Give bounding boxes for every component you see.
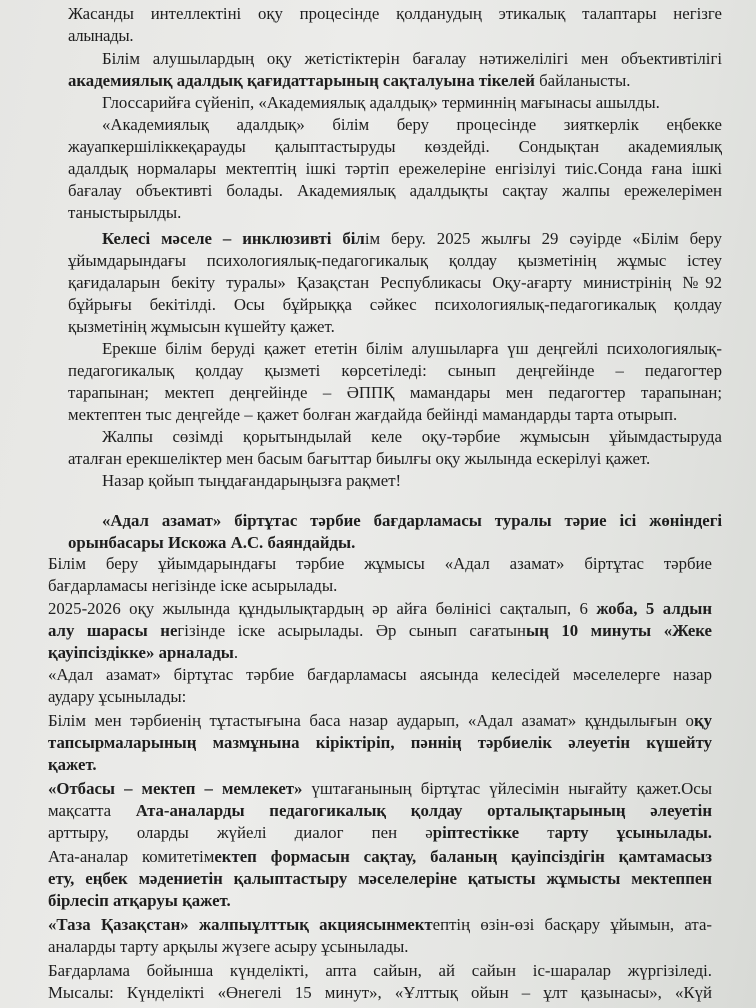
text-line: Ерекше білім беруді қажет ететін білім алушыларға үш деңгейлі психологиялық- (102, 339, 722, 358)
text-line: Жасанды интеллектіні оқу процесінде қолданудың этикалық талаптары негізге (68, 4, 722, 23)
text-line: Бағдарлама бойынша күнделікті, апта сайын, ай сайын іс-шаралар жүргізіледі. (48, 961, 712, 980)
text-line: Жалпы сөзімді қорытындылай келе оқу-тәрбие жұмысын ұйымдастыруда (102, 427, 722, 446)
text-line: бұйрығы бекітілді. Осы бұйрыққа сәйкес психологиялық-педагогикалық қолдау (68, 295, 722, 314)
text-line: алынады. (68, 26, 134, 45)
text-line: «Академиялық адалдық» білім беру процесінде зияткерлік еңбекке (102, 115, 722, 134)
text-line: мақсатта Ата-аналарды педагогикалық қолдау орталықтарының әлеуетін (48, 801, 712, 820)
text-line: мектептен тыс деңгейде – қажет болған жағдайда бейінді мамандарды тарта отырып. (68, 405, 678, 424)
text-line: қағидаларын бекіту туралы» Қазақстан Республикасы Оқу-ағарту министрінің №92 (68, 273, 722, 292)
text-line: Ата-аналар комитетімектеп формасын сақтау, баланың қауіпсіздігін қамтамасыз (48, 847, 712, 866)
text-line: Білім беру ұйымдарындағы тәрбие жұмысы «Адал азамат» біртұтас тәрбие (48, 554, 712, 573)
text-line: тарапынан; мектеп деңгейінде – ӘППҚ мамандары мен педагогтер тарапынан; (68, 383, 722, 402)
text-line: аталған ерекшеліктер мен басым бағыттар биылғы оқу жылында ескерілуі қажет. (68, 449, 651, 468)
text-line: адалдық нормалары мектептің ішкі тәртіп ережелеріне енгізілуі тиіс.Сонда ғана ішкі (68, 159, 722, 178)
text-line: алу шарасы негізінде іске асырылады. Әр сынып сағатының 10 минуты «Жеке (48, 621, 712, 640)
text-line: Назар қойып тыңдағандарыңызға рақмет! (102, 471, 402, 490)
text-line: Білім алушылардың оқу жетістіктерін бағалау нәтижелілігі мен объективтілігі (102, 49, 722, 68)
text-line: педагогикалық қолдау қызметі көрсетіледі: сынып деңгейінде – педагогтер (68, 361, 722, 380)
text-line: қажет. (48, 755, 97, 774)
text-line: тапсырмаларының мазмұнына кіріктіріп, пәннің тәрбиелік әлеуетін күшейту (48, 733, 712, 752)
text-line: таныстырылды. (68, 203, 182, 222)
text-line: «Адал азамат» біртұтас тәрбие бағдарламасы аясында келесідей мәселелерге назар (48, 665, 712, 684)
text-line: қызметінің жұмысын күшейту қажет. (68, 317, 335, 336)
text-line: орынбасары Искожа А.С. баяндайды. (68, 533, 356, 552)
text-line: академиялық адалдық қағидаттарының сақталуына тікелей байланысты. (68, 71, 631, 90)
text-line: бағдарламасы негізінде іске асырылады. (48, 576, 338, 595)
text-line: Глоссарийға сүйеніп, «Академиялық адалдық» терминнің мағынасы ашылды. (102, 93, 660, 112)
text-line: «Таза Қазақстан» жалпыұлттық акциясынмектептің өзін-өзі басқару ұйымын, ата- (48, 915, 712, 934)
text-line: арттыру, оларды жүйелі диалог пен әріптестікке тарту ұсынылады. (48, 823, 712, 842)
text-line: ету, еңбек мәдениетін қалыптастыру мәселелеріне қатысты жұмысты мектеппен (48, 869, 712, 888)
text-line: жауапкершіліккеқарауды қалыптастыруды көздейді. Сондықтан академиялық (68, 137, 722, 156)
text-line: аналарды тарту арқылы жүзеге асыру ұсынылады. (48, 937, 409, 956)
text-line: Білім мен тәрбиенің тұтастығына баса назар аударып, «Адал азамат» құндылығын оқу (48, 711, 712, 730)
text-line: қауіпсіздікке» арналады. (48, 643, 239, 662)
text-line: Мысалы: Күнделікті «Өнегелі 15 минут», «Ұлттық ойын – ұлт қазынасы», «Күй (48, 983, 712, 1002)
text-line: бағалау объективті болады. Академиялық адалдықты сақтау жалпы ережелерімен (68, 181, 722, 200)
text-line: «Отбасы – мектеп – мемлекет» үштағанының біртұтас үйлесімін нығайту қажет.Осы (48, 779, 712, 798)
text-line: Келесі мәселе – инклюзивті білім беру. 2025 жылғы 29 сәуірде «Білім беру (102, 229, 722, 248)
text-line: 2025-2026 оқу жылында құндылықтардың әр айға бөлінісі сақталып, 6 жоба, 5 алдын (48, 599, 712, 618)
text-line: аудару ұсынылады: (48, 687, 187, 706)
text-line: ұйымдарындағы психологиялық-педагогикалық қолдау қызметінің жұмыс істеу (68, 251, 722, 270)
text-line: бірлесіп атқаруы қажет. (48, 891, 231, 910)
text-line: «Адал азамат» біртұтас тәрбие бағдарламасы туралы тәрие ісі жөніндегі (102, 511, 722, 530)
